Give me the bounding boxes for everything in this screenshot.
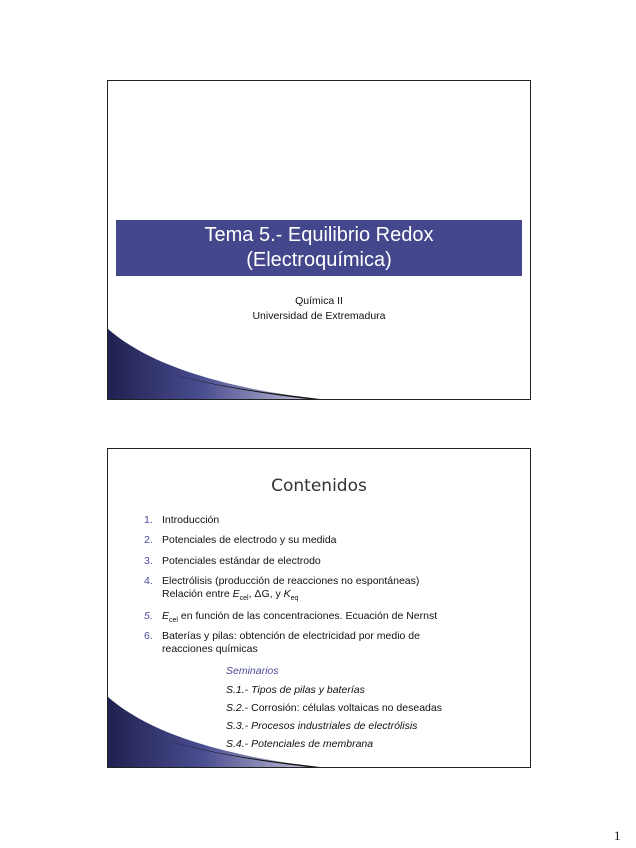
list-item	[144, 555, 492, 568]
seminarios-heading: Seminarios	[226, 665, 279, 677]
seminario-item: S.4.- Potenciales de membrana	[226, 738, 374, 750]
item-number: 4.	[144, 575, 153, 587]
item-text: Potenciales de electrodo y su medida	[162, 534, 337, 546]
seminario-item: S.3.- Procesos industriales de electrólisis	[226, 720, 418, 732]
item-number: 6.	[144, 630, 153, 642]
item-number: 3.	[144, 555, 153, 567]
title-slide	[107, 80, 531, 400]
item-number: 5.	[144, 610, 153, 622]
item-relation-line: Relación entre $E_{cel}$, ΔG, y $K_{eq}$	[162, 588, 299, 603]
item-text: Baterías y pilas: obtención de electricidad por medio de	[162, 630, 420, 642]
title-band	[116, 220, 522, 276]
contents-slide	[107, 448, 531, 768]
item-number: 2.	[144, 534, 153, 546]
decorative-swoosh	[108, 697, 530, 767]
item-text-cont: reacciones químicas	[162, 643, 258, 655]
list-item: 5. $E_{cel}$ en función de las concentraciones. Ecuación de Nernst	[144, 610, 438, 625]
course-name: Química II	[295, 295, 343, 307]
slide-title-line2: (Electroquímica)	[246, 249, 392, 271]
slide-title-line1: Tema 5.- Equilibrio Redox	[204, 224, 434, 246]
decorative-swoosh	[108, 329, 530, 399]
university-name: Universidad de Extremadura	[252, 310, 386, 322]
item-text: Potenciales estándar de electrodo	[162, 555, 321, 567]
seminario-item: S.1.- Tipos de pilas y baterías	[226, 684, 365, 696]
slide-heading: Contenidos	[271, 476, 367, 496]
item-text: en función de las concentraciones. Ecuación de Nernst	[177, 610, 438, 622]
item-text: Electrólisis (producción de reacciones no espontáneas)	[162, 575, 420, 587]
list-item	[144, 514, 492, 527]
list-item	[144, 534, 492, 547]
item-text: Introducción	[162, 514, 220, 526]
list-item	[144, 630, 492, 656]
list-item	[144, 575, 492, 605]
item-number: 1.	[144, 514, 153, 526]
seminario-item: S.2.- Corrosión: células voltaicas no deseadas	[226, 702, 442, 714]
page-number: 1	[614, 828, 621, 843]
